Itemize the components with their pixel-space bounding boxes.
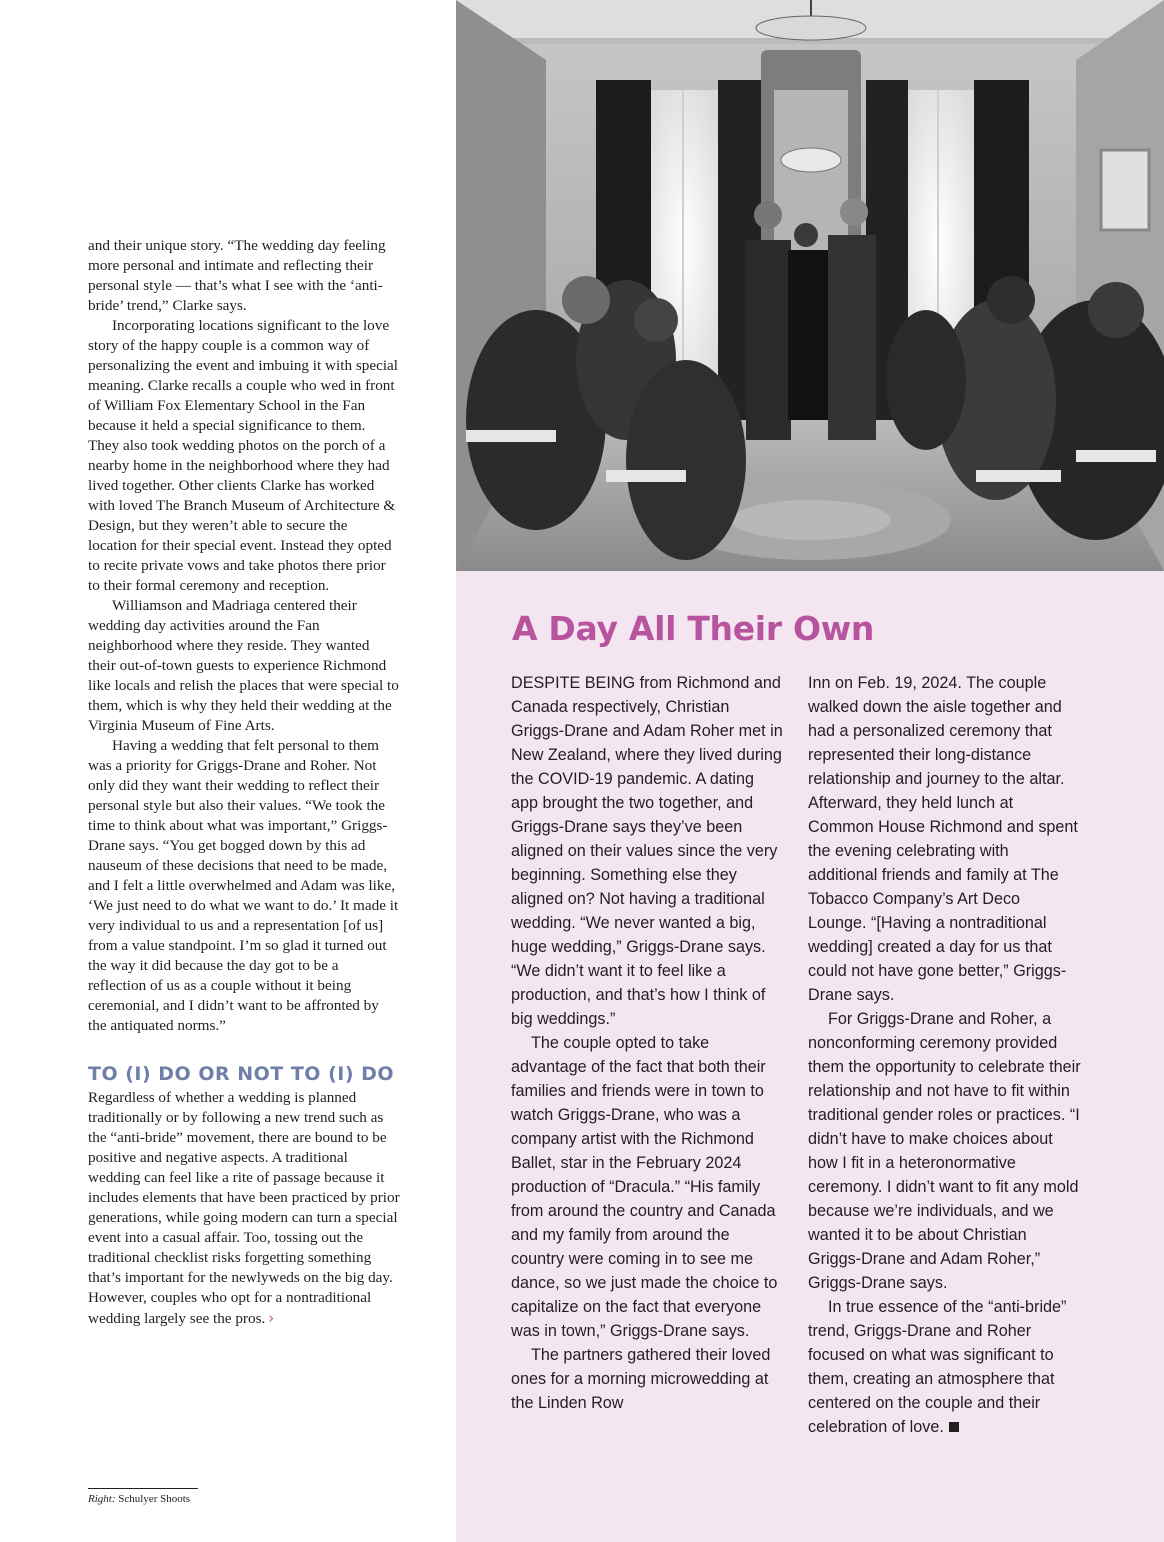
sidebar-paragraph: The couple opted to take advantage of the fact that both their families and friends were in town to watch Griggs-Drane, who was a company artist with the Richmond Ballet, star in the February 2024 production of “Dracula.” “His family from around the country and Canada and my family from around the country were coming in to see me dance, so we just made the choice to capitalize on the fact that everyone was in town,” Griggs-Drane says. (511, 1034, 778, 1340)
sidebar-paragraph-text: In true essence of the “anti-bride” trend, Griggs-Drane and Roher focused on what was significant to them, creating an atmosphere that centered on the couple and their celebration of love. (808, 1298, 1067, 1436)
photo-credit-name: Schulyer Shoots (118, 1493, 191, 1505)
sidebar-paragraph (808, 1295, 1082, 1439)
sidebar-paragraph: For Griggs-Drane and Roher, a nonconforming ceremony provided them the opportunity to celebrate their relationship and not have to fit within traditional gender roles or practices. “I didn’t have to make choices about how I fit in a heteronormative ceremony. I didn’t want to fit any mold because we’re individuals, and we wanted it to be about Christian Griggs-Drane and Adam Roher,” Griggs-Drane says. (808, 1010, 1081, 1292)
sidebar-title: A Day All Their Own (512, 609, 875, 648)
photo-credit (88, 1488, 198, 1505)
sidebar-paragraph: The partners gathered their loved ones for a morning microwedding at the Linden Row (511, 1346, 771, 1412)
sidebar-paragraph: DESPITE BEING from Richmond and Canada respectively, Christian Griggs-Drane and Adam Roher met in New Zealand, where they lived during the COVID-19 pandemic. A dating app brought the two together, and Griggs-Drane says they’ve been aligned on their values since the very beginning. Something else they aligned on? Not having a traditional wedding. “We never wanted a big, huge wedding,” Griggs-Drane says. “We didn’t want it to feel like a production, and that’s how I think of big weddings.” (511, 674, 783, 1028)
sidebar-column-1 (511, 671, 785, 1415)
body-paragraph: Incorporating locations significant to the love story of the happy couple is a common way of personalizing the event and imbuing it with special meaning. Clarke recalls a couple who wed in front of William Fox Elementary School in the Fan because it held a special significance to them. They also took wedding photos on the porch of a nearby home in the neighborhood where they had lived together. Other clients Clarke has worked with loved The Branch Museum of Architecture & Design, but they weren’t able to secure the location for their special event. Instead they opted to recite private vows and take photos there prior to their formal ceremony and reception. (88, 317, 399, 594)
continue-arrow-icon: › (268, 1309, 275, 1327)
body-paragraph-text: Regardless of whether a wedding is planned traditionally or by following a new trend such as the “anti-bride” movement, there are bound to be positive and negative aspects. A traditional wedding can feel like a rite of passage because it includes elements that have been practiced by prior generations, while going modern can turn a special event into a casual affair. Too, tossing out the traditional checklist risks forgetting something that’s important for the newlyweds on the big day. However, couples who opt for a nontraditional wedding largely see the pros. (88, 1089, 400, 1327)
sidebar-column-2 (808, 671, 1082, 1439)
main-article-column (88, 236, 400, 1329)
photo-credit-label: Right: (88, 1493, 116, 1505)
body-paragraph: Williamson and Madriaga centered their wedding day activities around the Fan neighborhood where they reside. They wanted their out-of-town guests to experience Richmond like locals and relish the places that were special to them, which is why they held their wedding at the Virginia Museum of Fine Arts. (88, 597, 399, 734)
body-paragraph: and their unique story. “The wedding day feeling more personal and intimate and reflecting their personal style — that’s what I see with the ‘anti-bride’ trend,” Clarke says. (88, 237, 386, 314)
section-subhead: TO (I) DO OR NOT TO (I) DO (88, 1063, 395, 1085)
photo-illustration (456, 0, 1164, 571)
sidebar-paragraph: Inn on Feb. 19, 2024. The couple walked down the aisle together and had a personalized ceremony that represented their long-distance relationship and journey to the altar. Afterward, they held lunch at Common House Richmond and spent the evening celebrating with additional friends and family at The Tobacco Company’s Art Deco Lounge. “[Having a nontraditional wedding] created a day for us that could not have gone better,” Griggs-Drane says. (808, 674, 1078, 1004)
body-paragraph: Having a wedding that felt personal to them was a priority for Griggs-Drane and Roher. Not only did they want their wedding to reflect their personal style but also their values. “We took the time to think about what was important,” Griggs-Drane says. “You get bogged down by this ad nauseum of these decisions that need to be made, and I felt a little overwhelmed and Adam was like, ‘We just need to do what we want to do.’ It made it very individual to us and a representation [of us] from a value standpoint. I’m so glad it turned out the way it did because the day got to be a reflection of us as a couple without it being ceremonial, and I didn’t want to be affronted by the antiquated norms.” (88, 737, 399, 1034)
wedding-ceremony-photo (456, 0, 1164, 571)
body-paragraph (88, 1088, 400, 1329)
sidebar-box (456, 571, 1164, 1542)
end-mark-icon (949, 1422, 959, 1432)
